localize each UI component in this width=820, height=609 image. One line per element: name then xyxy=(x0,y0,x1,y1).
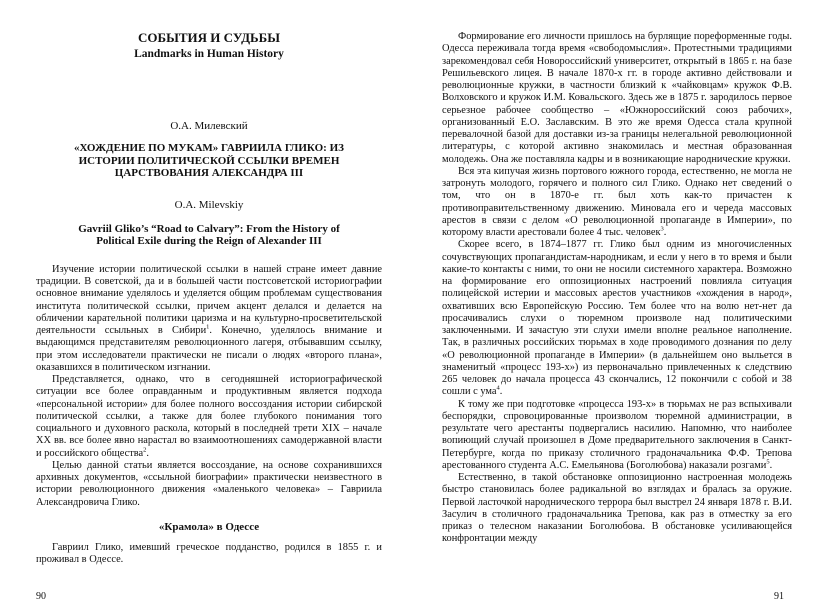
paragraph: Формирование его личности пришлось на бурлящие пореформенные годы. Одесса переживала тогда время «свободомыслия». Протестными традициями зарекомендовал себя Новороссийский университет, открытый в 1865 г. на базе Решильевского лицея. В начале 1870-х гг. в городе активно действовали и революционные кружки, в частности близкий к «чайковцам» кружок Ф.В. Волховского и кружок И.М. Ковальского. Здесь же в 1875 г. зародилось первое серьезное рабочее сообщество – «Южнороссийский союз рабочих», организованный Е.О. Заславским. В это же время Одесса стала крупной перевалочной базой для доставки из-за границы нелегальной революционной литературы, с которой активно знакомилась и местная образованная молодежь. Она же поставляла кадры и в возникающие народнические кружки. xyxy=(442,31,792,165)
left-body xyxy=(36,264,382,509)
paragraph-text: . Конечно, уделялось внимание и выдающимся представителям революционного лагеря, отбывавшим ссылку, при этом исследователи практически не писали о людях «второго плана», оказавшихся в политическом изгнании. xyxy=(36,325,382,373)
paragraph-text: Вся эта кипучая жизнь портового южного города, естественно, не могла не затронуть молодого, горячего и полного сил Глико. Однако нет сведений о том, что он в 1870-е гг. был хоть как-то причастен к противоправительственному движению. Миновала его и череда массовых арестов в связи с делом «О революционной пропаганде в Империи», по которому власти арестовали более 4 тыс. человек xyxy=(442,165,792,238)
subheading: «Крамола» в Одессе xyxy=(158,520,260,533)
paragraph-text: К тому же при подготовке «процесса 193-х» в тюрьмах не раз вспыхивали беспорядки, спровоцированные произволом тюремной администрации, в результате чего арестанты подвергались насилию. Напомню, что наиболее вопиющий случай произошел в Доме предварительного заключения в Санкт-Петербурге, когда по приказу столичного градоначальника Ф.Ф. Трепова арестованного студента А.С. Емельянова (Боголюбова) наказали розгами xyxy=(442,398,792,471)
paragraph-text: Изучение истории политической ссылки в нашей стране имеет давние традиции. В советской, да и в большей части постсоветской историографии основное внимание уделялось и уделяется общим проблемам существования института политической ссылки, причем акцент делался и делается на обличении карательной политики царизма и на культурно-просветительской деятельности ссыльных в Сибири xyxy=(36,263,382,337)
page-number: 90 xyxy=(36,591,46,602)
paragraph-text: . xyxy=(663,227,667,238)
section-title: СОБЫТИЯ И СУДЬБЫ xyxy=(138,30,280,45)
author-ru: О.А. Милевский xyxy=(170,120,248,132)
footnote-ref[interactable]: 3 xyxy=(660,225,664,233)
paragraph xyxy=(36,264,382,374)
left-column xyxy=(36,0,382,566)
paragraph xyxy=(36,374,382,460)
paragraph-text: . xyxy=(769,459,773,471)
paragraph xyxy=(442,166,792,240)
page-number: 91 xyxy=(774,591,784,602)
footnote-ref[interactable]: 2 xyxy=(143,446,147,454)
right-column xyxy=(442,31,792,546)
paragraph xyxy=(442,399,792,473)
author-en: O.A. Milevskiy xyxy=(174,198,244,211)
paragraph xyxy=(442,239,792,398)
paragraph: Гавриил Глико, имевший греческое подданство, родился в 1855 г. и проживал в Одессе. xyxy=(36,541,382,566)
footnote-ref[interactable]: 1 xyxy=(206,323,210,331)
paragraph-text: . xyxy=(146,447,150,459)
footnote-ref[interactable]: 5 xyxy=(766,458,770,466)
article-title-ru: «ХОЖДЕНИЕ ПО МУКАМ» ГАВРИИЛА ГЛИКО: ИЗ ИСТОРИИ ПОЛИТИЧЕСКОЙ ССЫЛКИ ВРЕМЕН ЦАРСТВОВАНИЯ АЛЕКСАНДРА III xyxy=(74,142,344,180)
paragraph-text: Скорее всего, в 1874–1877 гг. Глико был одним из многочисленных сочувствующих пропагандистам-народникам, и если у него в то время и были какие-то контакты с ними, то они не носили системного характера. Возможно на формирование его оппозиционных настроений повлияла ситуация полицейской истерии и массовых арестов участников «хождения в народ», охвативших всю Европейскую Россию. Тем более что на волю нет-нет да просачивались слухи о тюремном произволе над политическими заключенными. И зачастую эти слухи имели вполне реальное наполнение. Так, в различных российских тюрьмах в ходе проводимого дознания по делу «О революционной пропаганде в Империи» (в дальнейшем оно выльется в знаменитый «процесс 193-х») из первоначально привлеченных к следствию 265 человек до начала процесса 43 скончались, 12 покончили с собой и 38 сошли с ума xyxy=(442,239,792,398)
paragraph-text: . xyxy=(499,386,503,398)
paragraph: Целью данной статьи является воссоздание, на основе сохранившихся архивных документов, «ссыльной биографии» практически неизвестного в истории революционного движения «маленького человека» – Гавриила Александровича Глико. xyxy=(36,459,382,508)
paragraph-text: Представляется, однако, что в сегодняшней историографической ситуации все более оправданным и продуктивным является подхода «персональной истории» для более полного воссоздания истории сибирской политической ссылки, а также для более глубокого понимания того социального и духовного раскола, который в последней трети XIX – начале XX вв. все более явно нарастал во взаимоотношениях самодержавной власти и российского общества xyxy=(36,374,382,459)
footnote-ref[interactable]: 4 xyxy=(496,384,500,392)
article-title-en: Gavriil Gliko’s “Road to Calvary”: From the History of Political Exile during the Reign of Alexander III xyxy=(78,222,340,248)
paragraph: Естественно, в такой обстановке оппозиционно настроенная молодежь быстро становилась более радикальной во взглядах и бралась за оружие. Первой ласточкой народнического террора был выстрел 24 января 1878 г. В.И. Засулич в столичного градоначальника Трепова, как раз в отместку за его приказ о телесном наказании Боголюбова. В обстановке усиливающейся конфронтации между xyxy=(442,472,792,545)
section-subtitle: Landmarks in Human History xyxy=(134,48,284,60)
